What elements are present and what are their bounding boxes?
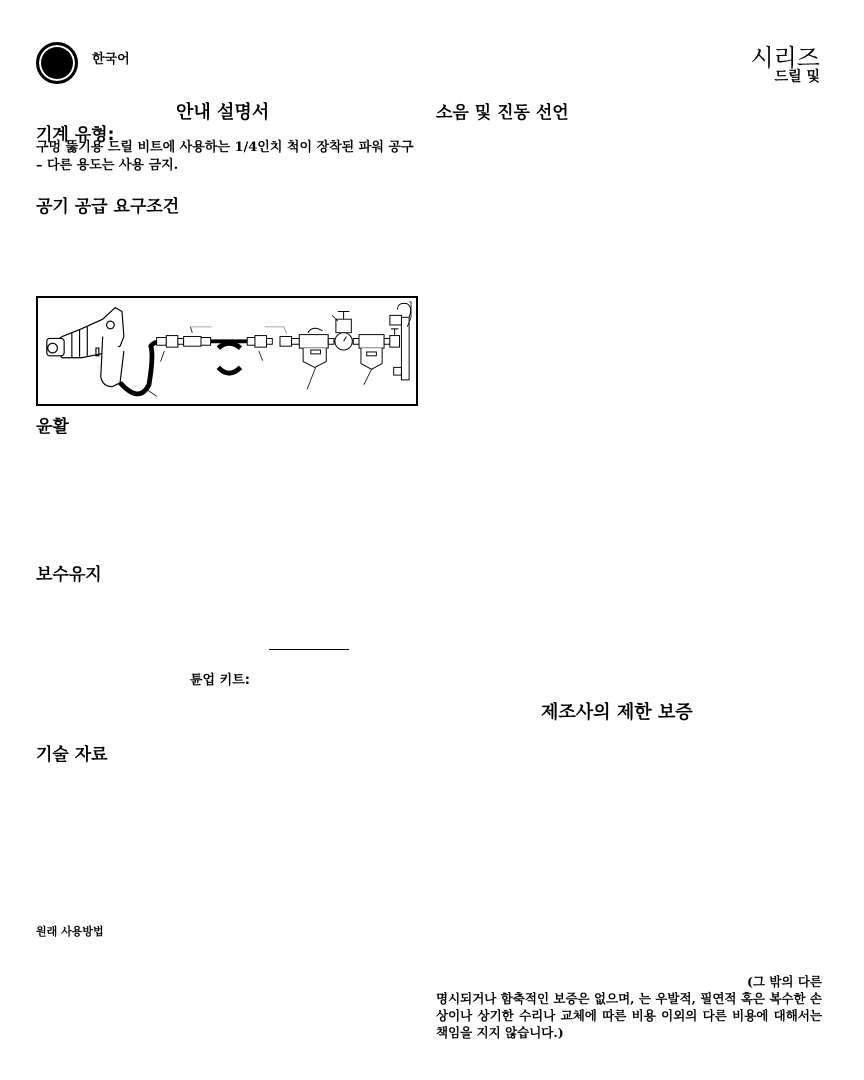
warranty-heading: 제조사의 제한 보증 bbox=[541, 702, 693, 723]
warranty-text-body: 명시되거나 함축적인 보증은 없으며, 는 우발적, 필연적 혹은 복수한 손상이나 상기한 수리나 교체에 따른 비용 이외의 다른 비용에 대해서는 책임을 지지 않습니다.) bbox=[436, 991, 822, 1040]
noise-vibration-heading: 소음 및 진동 선언 bbox=[436, 103, 569, 123]
lubrication-heading: 윤활 bbox=[36, 417, 69, 437]
warranty-text bbox=[436, 973, 822, 1041]
divider-line bbox=[269, 649, 349, 650]
maintenance-heading: 보수유지 bbox=[36, 565, 102, 585]
series-subtitle: 드릴 및 bbox=[774, 69, 820, 85]
technical-data-heading: 기술 자료 bbox=[36, 745, 108, 765]
manual-title: 안내 설명서 bbox=[176, 102, 270, 123]
drill-icon bbox=[47, 308, 124, 387]
machine-type-heading: 기계 유형: bbox=[36, 125, 115, 145]
original-use-label: 원래 사용방법 bbox=[36, 925, 104, 938]
series-title: 시리즈 bbox=[750, 44, 820, 72]
warranty-text-first-line: (그 밖의 다른 bbox=[747, 974, 822, 989]
machine-type-description: 구멍 뚫기용 드릴 비트에 사용하는 1/4인치 척이 장착된 파워 공구 – 다른 용도는 사용 금지. bbox=[36, 140, 414, 173]
air-line-setup-diagram-icon bbox=[36, 296, 418, 406]
tuneup-kit-label: 튠업 키트: bbox=[190, 673, 250, 688]
air-supply-heading: 공기 공급 요구조건 bbox=[36, 197, 180, 217]
language-badge-icon bbox=[36, 42, 78, 84]
language-label: 한국어 bbox=[92, 52, 130, 67]
